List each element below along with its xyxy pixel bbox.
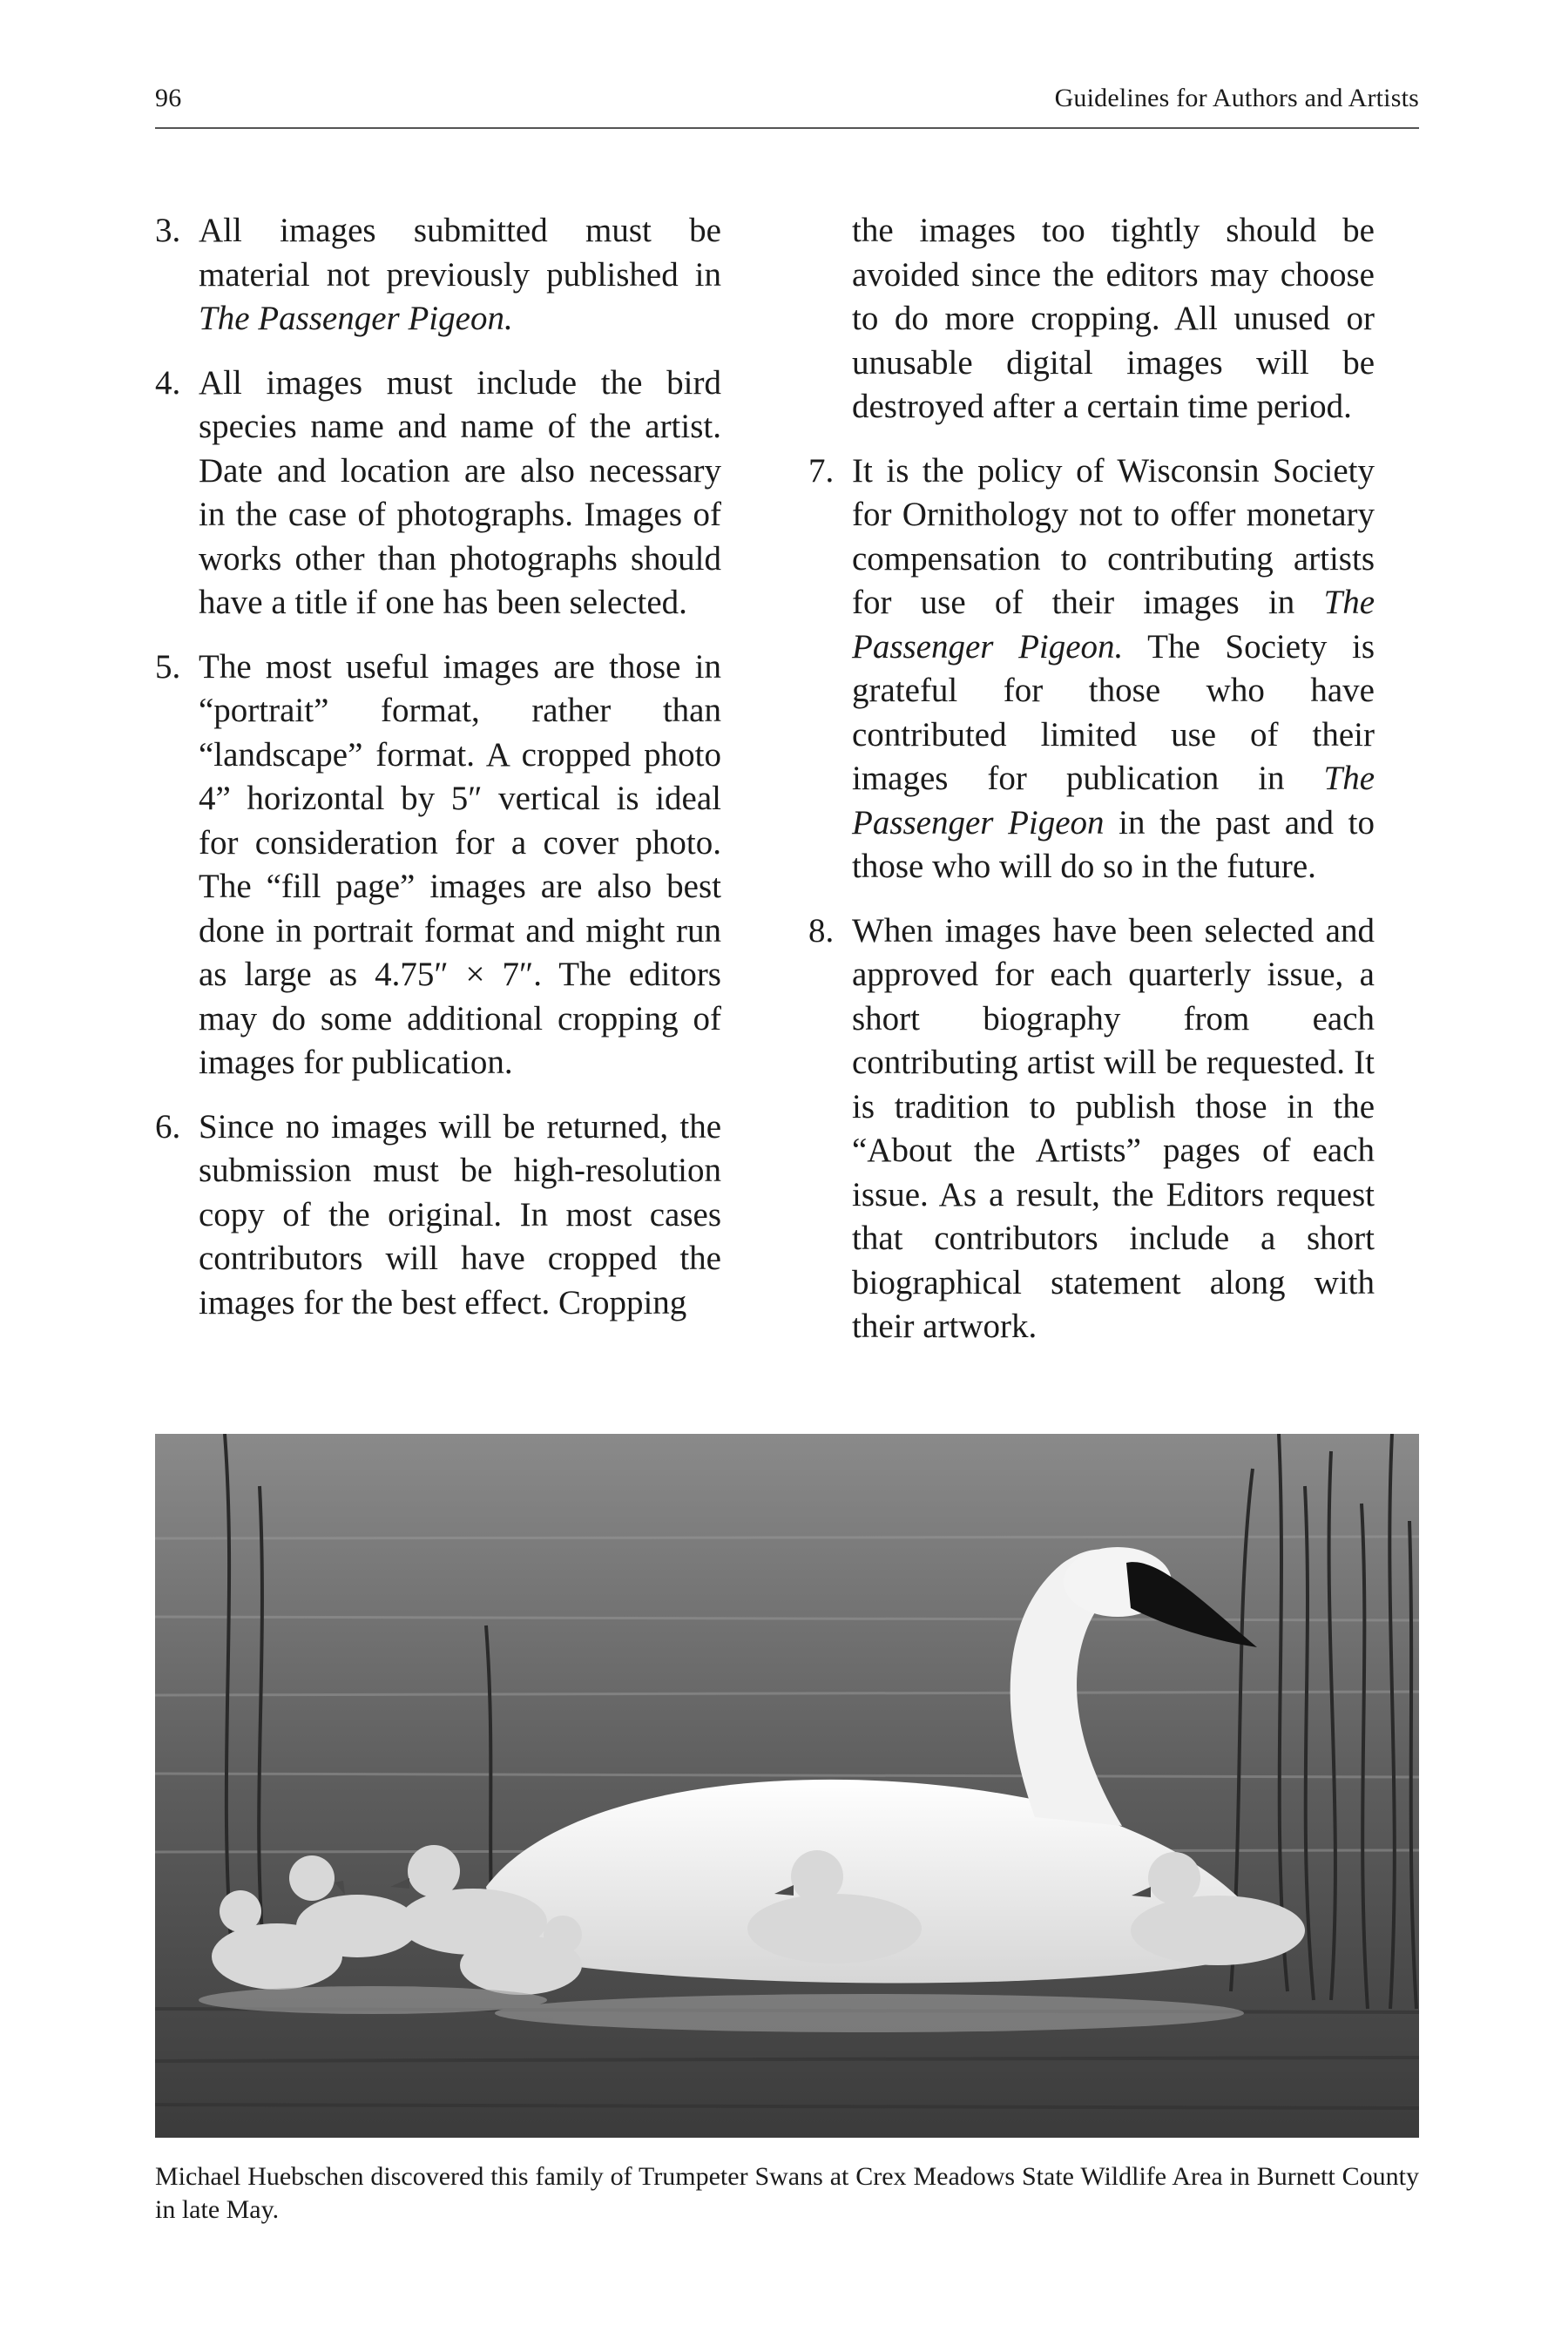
item-number: 4. (155, 363, 181, 402)
guideline-item-8 (808, 909, 1375, 1349)
item-text: The most useful images are those in “portrait” format, rather than “landscape” format. A cropped photo 4” horizontal by 5″ vertical is ideal for consideration for a cover photo. The “fill page” images are also best done in portrait format and might run as large as 4.75″ × 7″. The editors may do some additional cropping of images for publication. (199, 647, 721, 1081)
item-text: When images have been selected and approved for each quarterly issue, a short biography from each contributing artist will be requested. It is tradition to publish those in the “About the Artists” pages of each issue. As a result, the Editors request that contributors include a short biographical statement along with their artwork. (852, 911, 1375, 1345)
item-text-continued: the images too tightly should be avoided since the editors may choose to do more cropping. All unused or unusable digital images will be destroyed after a certain time period. (852, 212, 1375, 425)
item-text: The Society is grateful for those who have contributed limited use of their images for publication in (852, 627, 1375, 797)
item-number: 3. (155, 212, 181, 249)
guideline-item-3 (155, 209, 721, 341)
item-text: in the past and to those who will do so in the future. (852, 803, 1375, 885)
guideline-item-5 (155, 645, 721, 1085)
guideline-item-6-continued (808, 209, 1375, 429)
guideline-item-7 (808, 449, 1375, 889)
guideline-item-6 (155, 1105, 721, 1326)
item-text: Since no images will be returned, the submission must be high-resolution copy of the original. In most cases contributors will have cropped the images for the best effect. Cropping (199, 1107, 721, 1321)
journal-title: The Passenger Pigeon (852, 760, 1375, 841)
running-head (155, 84, 1419, 129)
photo-caption: Michael Huebschen discovered this family of Trumpeter Swans at Crex Meadows State Wildlife Area in Burnett County in late May. (155, 2162, 1419, 2224)
running-title: Guidelines for Authors and Artists (1054, 84, 1419, 112)
item-number: 6. (155, 1107, 181, 1146)
item-text: It is the policy of Wisconsin Society for Ornithology not to offer monetary compensation to contributing artists for use of their images in (852, 451, 1375, 621)
item-text: All images must include the bird species name and name of the artist. Date and location are also necessary in the case of photographs. Images of works other than photographs should have a title if one has been selected. (199, 363, 721, 621)
item-number: 5. (155, 647, 181, 686)
item-number: 7. (808, 451, 835, 490)
journal-title: The Passenger Pigeon. (852, 584, 1375, 666)
guideline-item-4 (155, 362, 721, 625)
page-number: 96 (155, 84, 182, 112)
journal-title: The Passenger Pigeon. (199, 300, 513, 337)
left-column (155, 209, 721, 1345)
right-column (808, 209, 1375, 1369)
swan-family-photo (155, 1434, 1419, 2138)
item-text: All images submitted must be material not previously published in (199, 212, 721, 294)
item-number: 8. (808, 911, 835, 950)
